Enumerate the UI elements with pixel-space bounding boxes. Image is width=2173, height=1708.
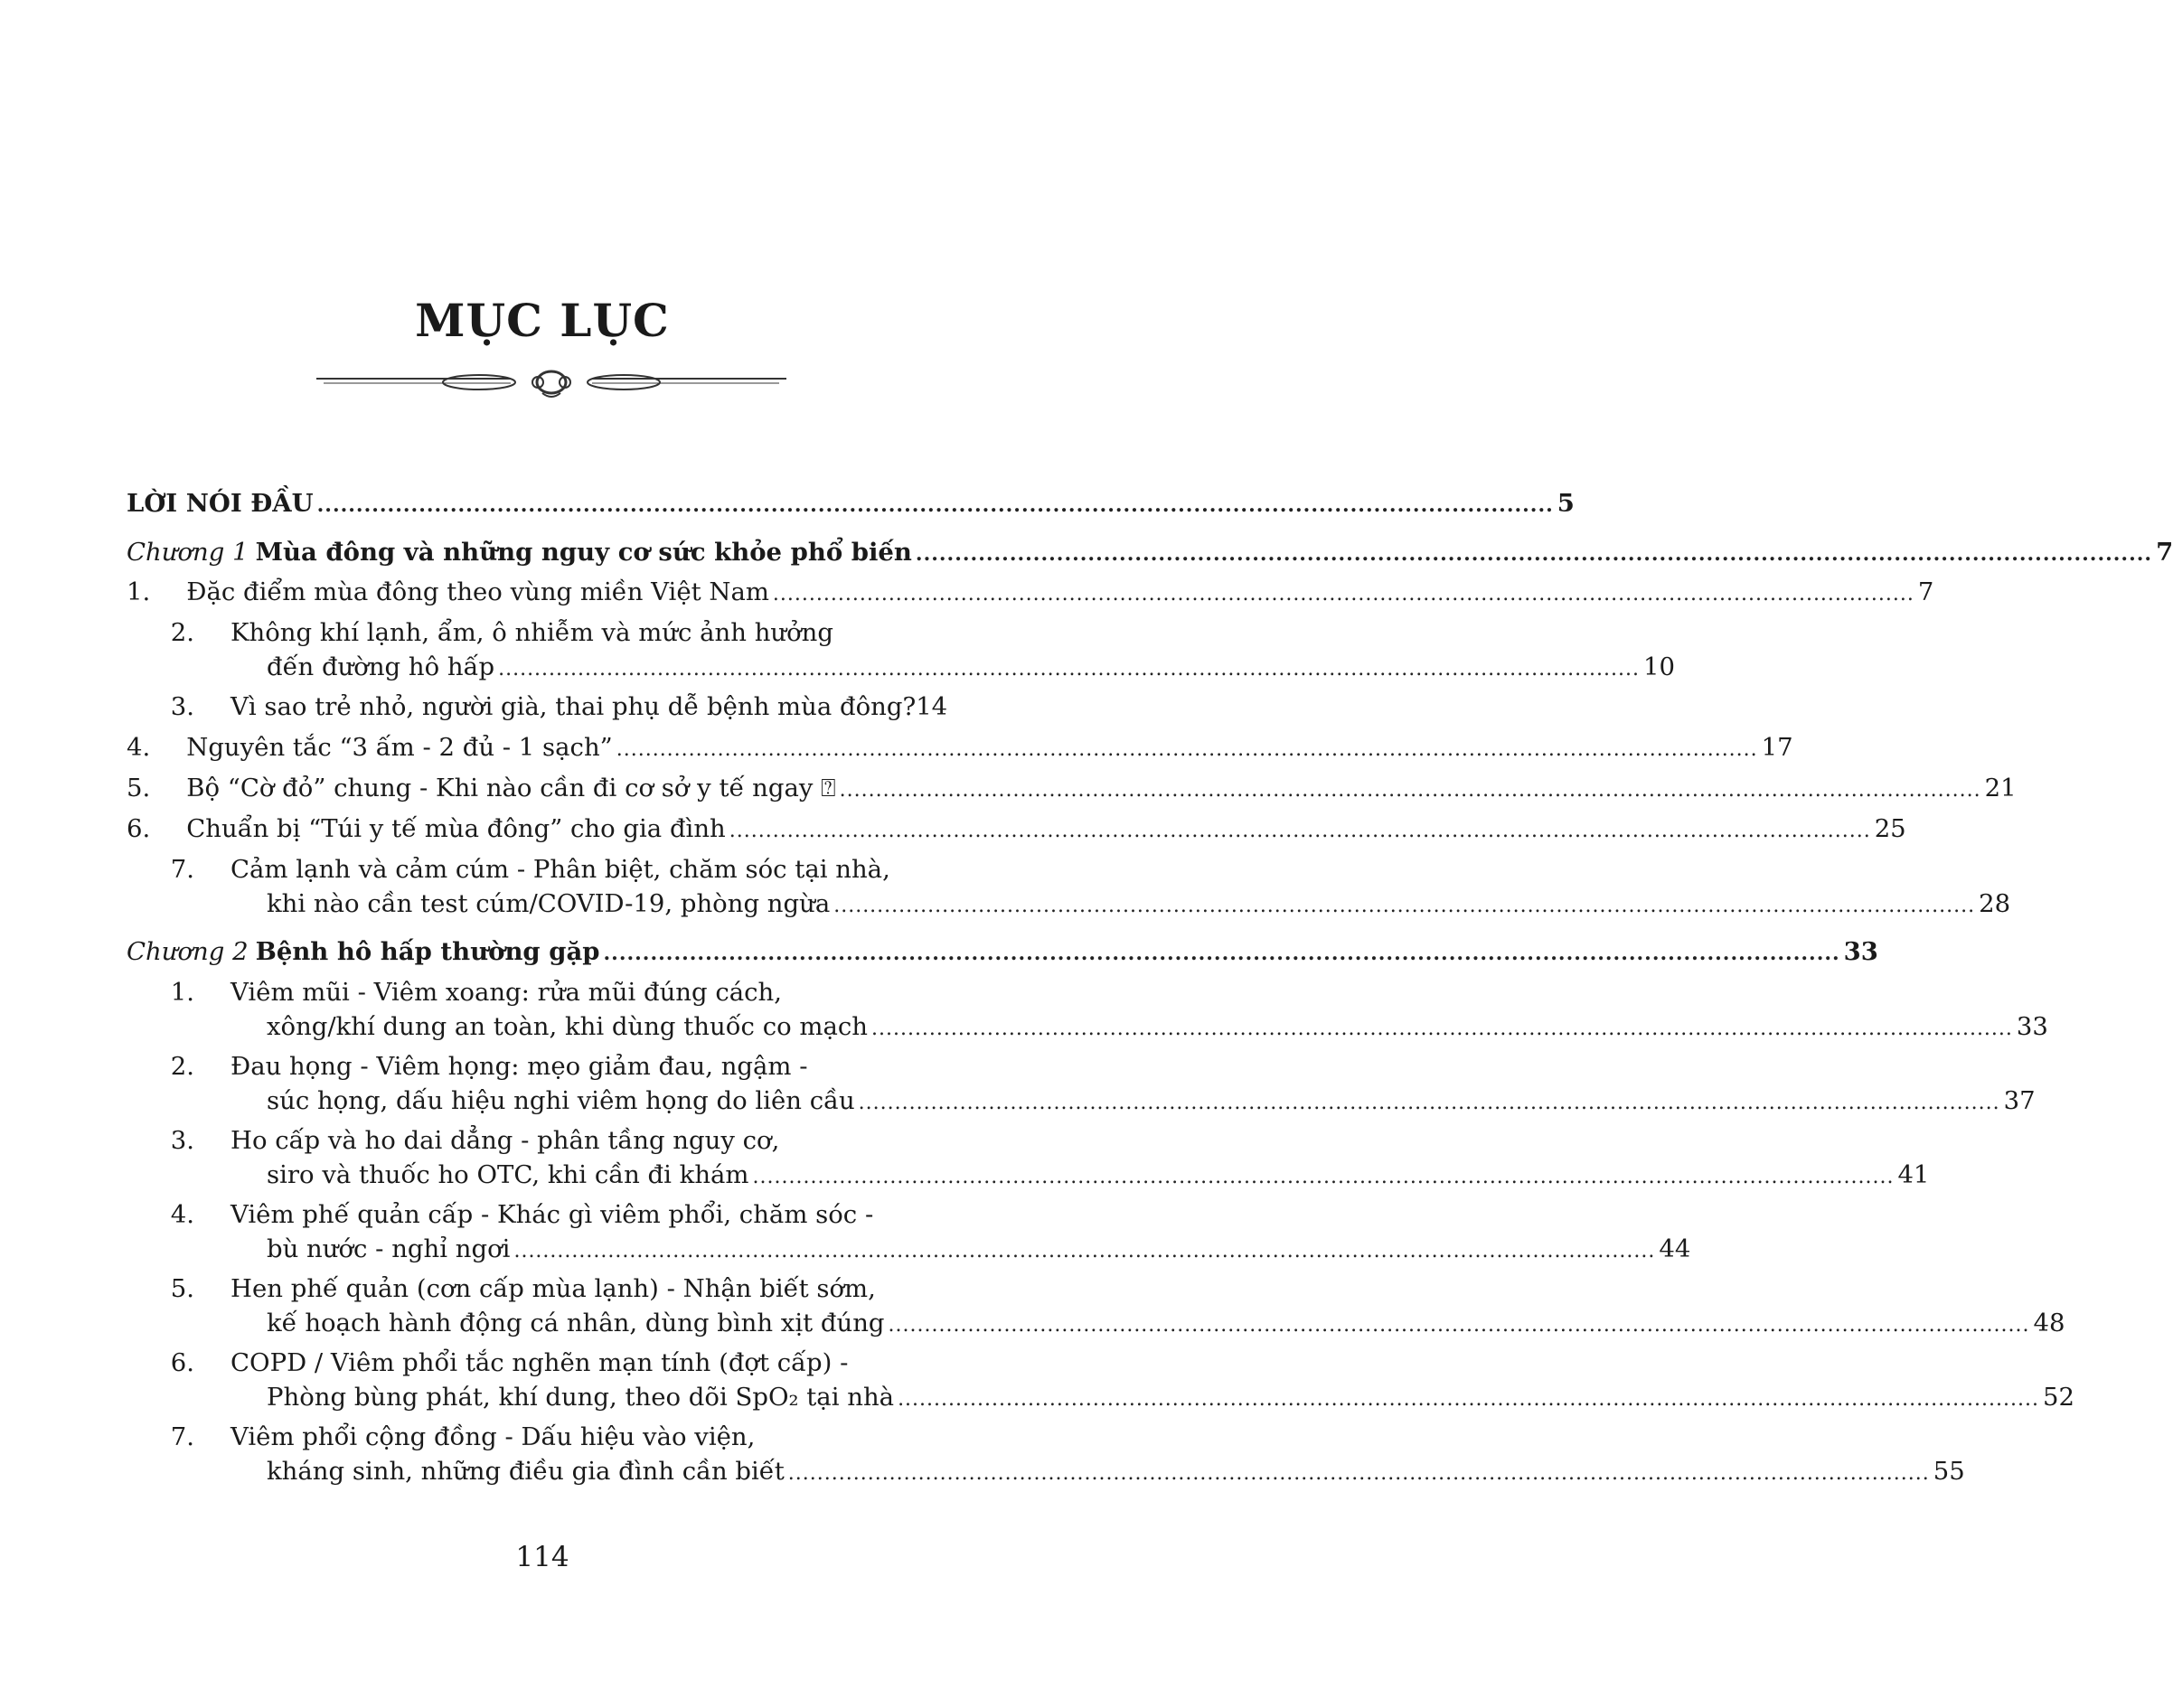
toc-label: siro và thuốc ho OTC, khi cần đi khám — [267, 1160, 749, 1189]
toc-page: 21 — [1984, 774, 2017, 802]
divider-ornament — [316, 366, 786, 402]
toc-entry — [127, 852, 958, 887]
toc-entry — [127, 1197, 958, 1232]
toc-entry — [127, 1049, 958, 1084]
toc-entry — [127, 615, 958, 650]
toc-entry — [127, 1272, 958, 1306]
toc-entry — [127, 690, 958, 724]
toc-label: Không khí lạnh, ẩm, ô nhiễm và mức ảnh hưởng — [230, 618, 833, 647]
leader-dots: .............................................................................................................................................................. — [833, 895, 1976, 917]
toc-label: Phòng bùng phát, khí dung, theo dõi SpO₂ tại nhà — [267, 1383, 895, 1412]
leader-dots: .............................................................................................................................................................. — [498, 658, 1641, 680]
toc-entry-continuation — [127, 887, 2011, 921]
item-number: 3. — [170, 1126, 194, 1155]
toc-entry — [127, 730, 1793, 765]
page-number: 114 — [515, 1541, 569, 1573]
toc-label: Cảm lạnh và cảm cúm - Phân biệt, chăm sóc tại nhà, — [230, 855, 890, 884]
leader-dots: .............................................................................................................................................................. — [772, 583, 1914, 605]
leader-dots: .............................................................................................................................................................. — [513, 1240, 1656, 1262]
leader-dots: .............................................................................................................................................................. — [888, 1314, 2030, 1337]
toc-label: Hen phế quản (cơn cấp mùa lạnh) - Nhận biết sớm, — [230, 1274, 876, 1303]
item-number: 7. — [170, 1422, 194, 1451]
toc-label: COPD / Viêm phổi tắc nghẽn mạn tính (đợt cấp) - — [230, 1348, 849, 1377]
toc-label: Bộ “Cờ đỏ” chung - Khi nào cần đi cơ sở y tế ngay ⍰ — [186, 774, 836, 802]
toc-label: Đau họng - Viêm họng: mẹo giảm đau, ngậm - — [230, 1052, 808, 1081]
item-number: 4. — [127, 733, 151, 762]
toc-entry — [127, 1420, 958, 1454]
item-number: 2. — [170, 618, 194, 647]
toc-page: 52 — [2042, 1383, 2074, 1412]
toc-label: kháng sinh, những điều gia đình cần biết — [267, 1457, 785, 1486]
leader-dots: .............................................................................................................................................................. — [915, 542, 2153, 566]
toc-page: 17 — [1761, 733, 1793, 762]
toc-label: Viêm phổi cộng đồng - Dấu hiệu vào viện, — [230, 1422, 756, 1451]
toc-label: Vì sao trẻ nhỏ, người già, thai phụ dễ bệnh mùa đông? — [230, 692, 917, 721]
leader-dots: .............................................................................................................................................................. — [858, 1092, 2000, 1114]
item-number: 4. — [170, 1200, 194, 1229]
toc-page: 55 — [1933, 1457, 1965, 1486]
toc-page: 37 — [2003, 1086, 2036, 1115]
toc-entry — [127, 575, 1934, 609]
toc-page: 41 — [1897, 1160, 1930, 1189]
toc-page: 14 — [916, 692, 948, 721]
toc-page: 7 — [2156, 538, 2173, 567]
chapter-number: Chương 2 — [127, 937, 249, 966]
toc-page: 25 — [1874, 814, 1906, 843]
item-number: 6. — [127, 814, 151, 843]
toc-label: đến đường hô hấp — [267, 652, 495, 681]
item-number: 1. — [170, 978, 194, 1007]
toc-page: 28 — [1979, 889, 2011, 918]
toc-entry-preface — [127, 486, 1575, 521]
toc-page: 5 — [1557, 489, 1575, 518]
toc-label: Chuẩn bị “Túi y tế mùa đông” cho gia đình — [186, 814, 726, 843]
leader-dots: .............................................................................................................................................................. — [729, 820, 1871, 842]
toc-entry-continuation — [127, 1009, 2048, 1044]
item-number: 2. — [170, 1052, 194, 1081]
toc-entry-chapter-2 — [127, 934, 1878, 969]
leader-dots: .............................................................................................................................................................. — [839, 779, 1981, 802]
chapter-number: Chương 1 — [127, 538, 249, 567]
toc-entry-continuation — [127, 1454, 1965, 1488]
toc-label: Ho cấp và ho dai dẳng - phân tầng nguy cơ, — [230, 1126, 780, 1155]
toc-entry-continuation — [127, 1158, 1930, 1192]
toc-page: 33 — [2016, 1012, 2048, 1041]
page-title: MỤC LỤC — [415, 294, 670, 347]
toc-page: 33 — [1843, 937, 1878, 966]
leader-dots: .............................................................................................................................................................. — [616, 738, 1758, 761]
item-number: 6. — [170, 1348, 194, 1377]
toc-entry — [127, 771, 2017, 805]
toc-entry — [127, 812, 1906, 846]
chapter-title: Mùa đông và những nguy cơ sức khỏe phổ biến — [255, 538, 912, 567]
toc-label: khi nào cần test cúm/COVID-19, phòng ngừa — [267, 889, 831, 918]
item-number: 7. — [170, 855, 194, 884]
toc-entry — [127, 1346, 958, 1380]
toc-label: súc họng, dấu hiệu nghi viêm họng do liên cầu — [267, 1086, 855, 1115]
toc-label: Nguyên tắc “3 ấm - 2 đủ - 1 sạch” — [186, 733, 613, 762]
toc-entry-continuation — [127, 1380, 2074, 1414]
toc-entry-chapter-1 — [127, 535, 2173, 569]
chapter-title: Bệnh hô hấp thường gặp — [255, 937, 600, 966]
toc-page: 7 — [1917, 577, 1934, 606]
leader-dots: .............................................................................................................................................................. — [787, 1462, 1930, 1485]
toc-entry — [127, 975, 958, 1009]
toc-label: bù nước - nghỉ ngơi — [267, 1234, 511, 1263]
toc-entry-continuation — [127, 1306, 2065, 1340]
toc-label: Viêm phế quản cấp - Khác gì viêm phổi, chăm sóc - — [230, 1200, 874, 1229]
item-number: 5. — [127, 774, 151, 802]
toc-page: 44 — [1659, 1234, 1691, 1263]
leader-dots: .............................................................................................................................................................. — [870, 1018, 2013, 1040]
item-number: 3. — [170, 692, 194, 721]
leader-dots: .............................................................................................................................................................. — [752, 1166, 1895, 1188]
leader-dots: .............................................................................................................................................................. — [603, 942, 1840, 965]
leader-dots: .............................................................................................................................................................. — [898, 1388, 2039, 1411]
toc-label: Đặc điểm mùa đông theo vùng miền Việt Nam — [186, 577, 769, 606]
toc-page: 48 — [2033, 1309, 2065, 1337]
toc-page: 10 — [1643, 652, 1676, 681]
item-number: 1. — [127, 577, 151, 606]
toc-label: Viêm mũi - Viêm xoang: rửa mũi đúng cách, — [230, 978, 783, 1007]
leader-dots: .............................................................................................................................................................. — [316, 493, 1554, 517]
toc-label: xông/khí dung an toàn, khi dùng thuốc co mạch — [267, 1012, 868, 1041]
item-number: 5. — [170, 1274, 194, 1303]
toc-label: LỜI NÓI ĐẦU — [127, 489, 314, 518]
toc-entry — [127, 1123, 958, 1158]
toc-entry-continuation — [127, 1232, 1691, 1266]
toc-label: kế hoạch hành động cá nhân, dùng bình xịt đúng — [267, 1309, 885, 1337]
toc-entry-continuation — [127, 650, 1676, 684]
toc-entry-continuation — [127, 1084, 2036, 1118]
